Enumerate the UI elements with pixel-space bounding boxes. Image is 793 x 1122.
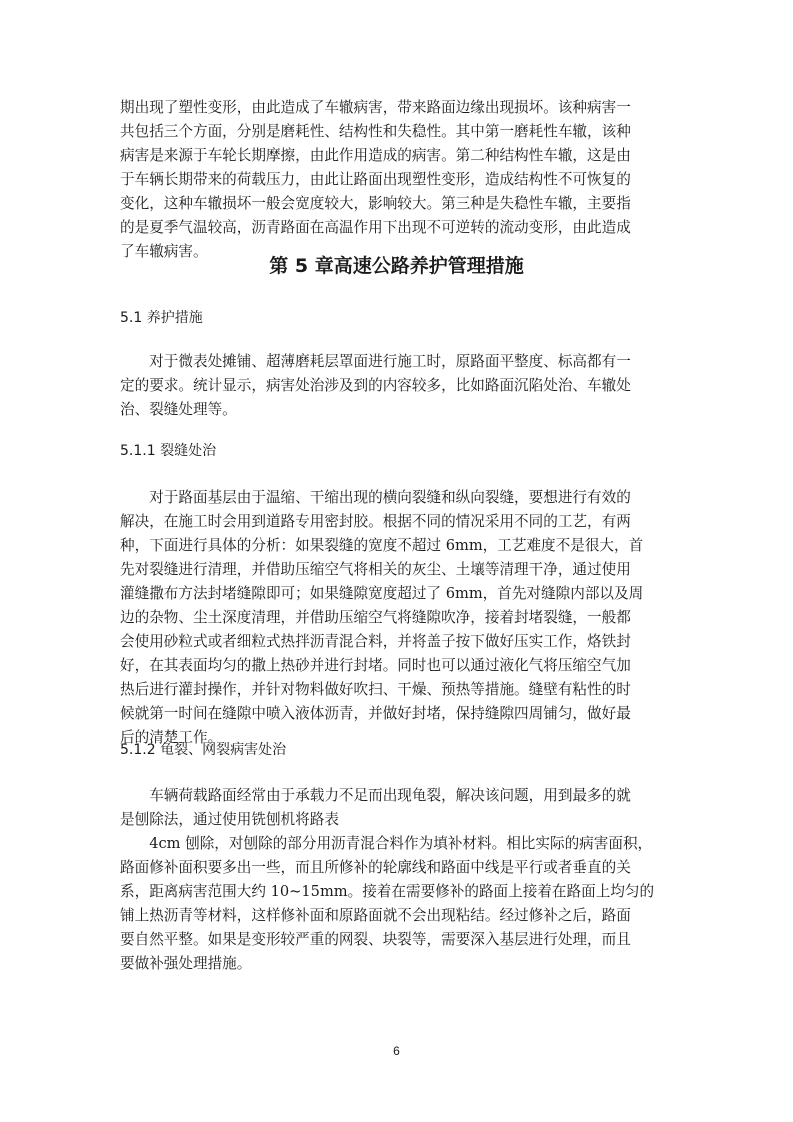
text-line: 治、裂缝处理等。 xyxy=(120,401,237,418)
text-line: 4cm 刨除，对刨除的部分用沥青混合料作为填补材料。相比实际的病害面积， xyxy=(120,835,653,852)
text-line: 定的要求。统计显示，病害处治涉及到的内容较多，比如路面沉陷处治、车辙处 xyxy=(120,377,631,394)
text-line: 种，下面进行具体的分析：如果裂缝的宽度不超过 6mm，工艺难度不是很大，首 xyxy=(120,537,644,554)
section-heading-5-1-1: 5.1.1 裂缝处治 xyxy=(120,443,217,459)
text-line: 期出现了塑性变形，由此造成了车辙病害，带来路面边缘出现损坏。该种病害一 xyxy=(120,99,631,116)
text-line: 铺上热沥青等材料，这样修补面和原路面就不会出现粘结。经过修补之后，路面 xyxy=(120,907,631,924)
text-line: 车辆荷载路面经常由于承载力不足而出现龟裂，解决该问题，用到最多的就 xyxy=(120,787,631,804)
chapter-title: 第 5 章高速公路养护管理措施 xyxy=(269,255,524,277)
text-line: 共包括三个方面，分别是磨耗性、结构性和失稳性。其中第一磨耗性车辙，该种 xyxy=(120,123,631,140)
text-line: 边的杂物、尘土深度清理，并借助压缩空气将缝隙吹净，接着封堵裂缝，一般都 xyxy=(120,609,631,626)
section-5-1-2-paragraph xyxy=(120,784,676,976)
text-line: 后的清楚工作。 xyxy=(120,729,223,746)
section-heading-5-1-2: 5.1.2 龟裂、网裂病害处治 xyxy=(120,742,287,758)
text-line: 灌缝撒布方法封堵缝隙即可；如果缝隙宽度超过了 6mm，首先对缝隙内部以及周 xyxy=(120,585,644,602)
text-line: 的是夏季气温较高，沥青路面在高温作用下出现不可逆转的流动变形，由此造成 xyxy=(120,219,631,236)
text-line: 变化，这种车辙损坏一般会宽度较大，影响较大。第三种是失稳性车辙，主要指 xyxy=(120,195,631,212)
text-line: 了车辙病害。 xyxy=(120,243,208,260)
text-line: 会使用砂粒式或者细粒式热拌沥青混合料，并将盖子按下做好压实工作，烙铁封 xyxy=(120,633,631,650)
text-line: 路面修补面积要多出一些，而且所修补的轮廓线和路面中线是平行或者垂直的关 xyxy=(120,859,631,876)
section-5-1-1-paragraph xyxy=(120,486,676,750)
text-line: 对于路面基层由于温缩、干缩出现的横向裂缝和纵向裂缝，要想进行有效的 xyxy=(120,489,631,506)
text-line: 先对裂缝进行清理，并借助压缩空气将相关的灰尘、土壤等清理干净，通过使用 xyxy=(120,561,631,578)
text-line: 病害是来源于车轮长期摩擦，由此作用造成的病害。第二种结构性车辙，这是由 xyxy=(120,147,631,164)
page-number: 6 xyxy=(393,1044,400,1058)
text-line: 要做补强处理措施。 xyxy=(120,955,252,972)
text-line: 对于微表处摊铺、超薄磨耗层罩面进行施工时，原路面平整度、标高都有一 xyxy=(120,353,631,370)
text-line: 要自然平整。如果是变形较严重的网裂、块裂等，需要深入基层进行处理，而且 xyxy=(120,931,631,948)
text-line: 好，在其表面均匀的撒上热砂并进行封堵。同时也可以通过液化气将压缩空气加 xyxy=(120,657,631,674)
text-line: 解决，在施工时会用到道路专用密封胶。根据不同的情况采用不同的工艺，有两 xyxy=(120,513,631,530)
section-5-1-paragraph xyxy=(120,350,676,422)
intro-paragraph xyxy=(120,96,676,264)
text-line: 系，距离病害范围大约 10~15mm。接着在需要修补的路面上接着在路面上均匀的 xyxy=(120,883,655,900)
text-line: 热后进行灌封操作，并针对物料做好吹扫、干燥、预热等措施。缝壁有粘性的时 xyxy=(120,681,631,698)
text-line: 候就第一时间在缝隙中喷入液体沥青，并做好封堵，保持缝隙四周铺匀，做好最 xyxy=(120,705,631,722)
section-heading-5-1: 5.1 养护措施 xyxy=(120,310,203,326)
text-line: 是刨除法，通过使用铣刨机将路表 xyxy=(120,811,339,828)
text-line: 于车辆长期带来的荷载压力，由此让路面出现塑性变形，造成结构性不可恢复的 xyxy=(120,171,631,188)
